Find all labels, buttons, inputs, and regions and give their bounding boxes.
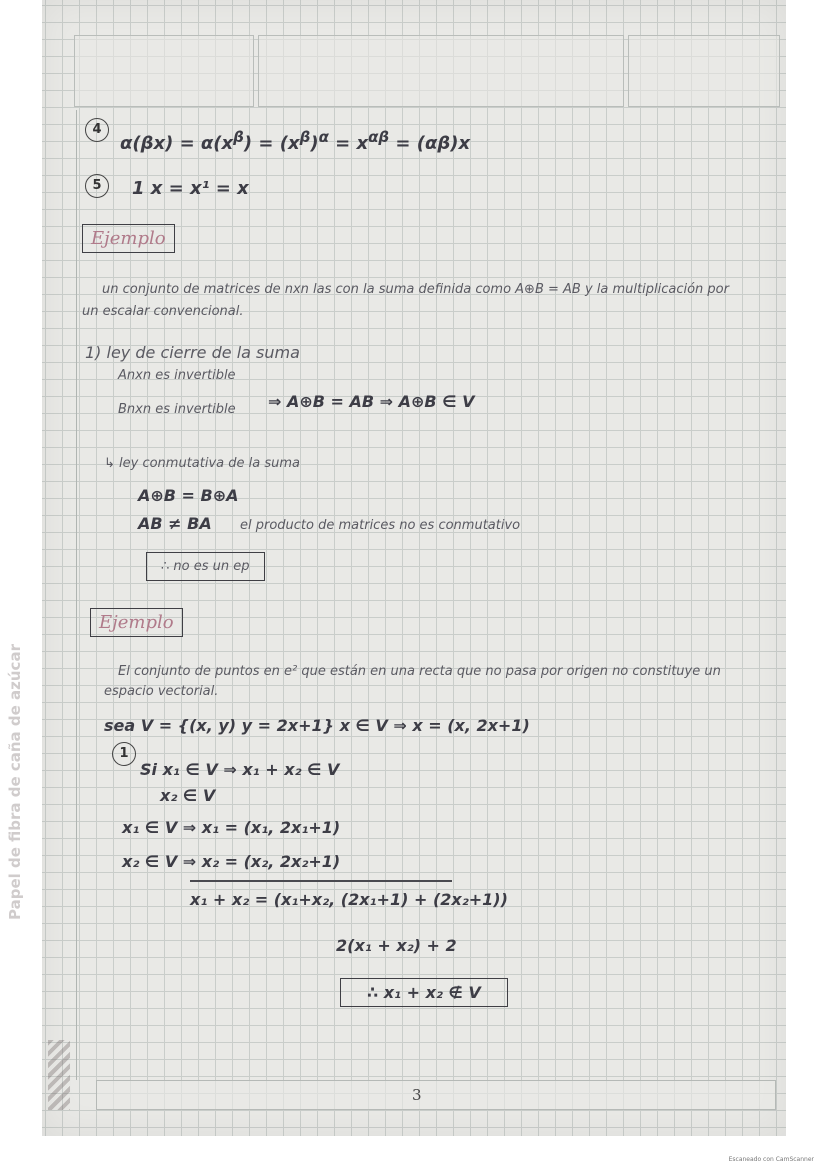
x1-definition: x₁ ∈ V ⇒ x₁ = (x₁, 2x₁+1) [122,818,341,837]
closure-law-title: 1) ley de cierre de la suma [85,343,300,362]
intro-line-2: un escalar convencional. [82,304,244,319]
conclusion-box-2: ∴ x₁ + x₂ ∉ V [340,978,508,1007]
line-set-statement-1: El conjunto de puntos en e² que están en una recta que no pasa por origen no constituye un [118,664,721,679]
ab-not-ba: AB ≠ BA [138,514,212,533]
scanner-credit: Escaneado con CamScanner [728,1156,814,1163]
conclusion-box-1: ∴ no es un ep [146,552,265,581]
ejemplo-heading-1: Ejemplo [82,224,175,253]
property-5-line: 1 x = x¹ = x [132,178,249,199]
footer-box [96,1080,776,1110]
item-number-4: 4 [85,118,109,142]
paper-logo [48,1040,70,1110]
closure-hypothesis: Si x₁ ∈ V ⇒ x₁ + x₂ ∈ V [140,760,340,779]
header-box-middle [258,35,624,107]
sum-divider [190,880,452,882]
x2-in-v: x₂ ∈ V [160,786,216,805]
x2-definition: x₂ ∈ V ⇒ x₂ = (x₂, 2x₂+1) [122,852,341,871]
not-commutative-note: el producto de matrices no es conmutativo [240,518,521,533]
header-box-left [74,35,254,107]
a-invertible: Anxn es invertible [118,368,236,383]
header-box-right [628,35,780,107]
item-number-5: 5 [85,174,109,198]
commutative-statement: A⊕B = B⊕A [138,486,239,505]
margin-line [76,110,77,1080]
item-number-1: 1 [112,742,136,766]
intro-line-1: un conjunto de matrices de nxn las con la suma definida como A⊕B = AB y la multiplicación por [102,282,729,297]
ejemplo-heading-2: Ejemplo [90,608,183,637]
paper-watermark: Papel de fibra de caña de azúcar [6,644,24,920]
line-set-statement-2: espacio vectorial. [104,684,219,699]
sum-expression: x₁ + x₂ = (x₁+x₂, (2x₁+1) + (2x₂+1)) [190,890,508,909]
property-4-line: $\alpha(\beta x) = \alpha(x^\beta) = (x^\beta)^\alpha = x^{\alpha\beta} = (\alpha\beta)x$ [120,128,471,154]
page-number: 3 [412,1086,422,1104]
b-invertible: Bnxn es invertible [118,402,236,417]
closure-implication: ⇒ A⊕B = AB ⇒ A⊕B ∈ V [268,392,475,411]
set-definition: sea V = {(x, y) y = 2x+1} x ∈ V ⇒ x = (x, 2x+1) [104,716,530,735]
sum-simplified: 2(x₁ + x₂) + 2 [336,936,457,955]
commutative-law-title: ↳ ley conmutativa de la suma [104,456,301,471]
